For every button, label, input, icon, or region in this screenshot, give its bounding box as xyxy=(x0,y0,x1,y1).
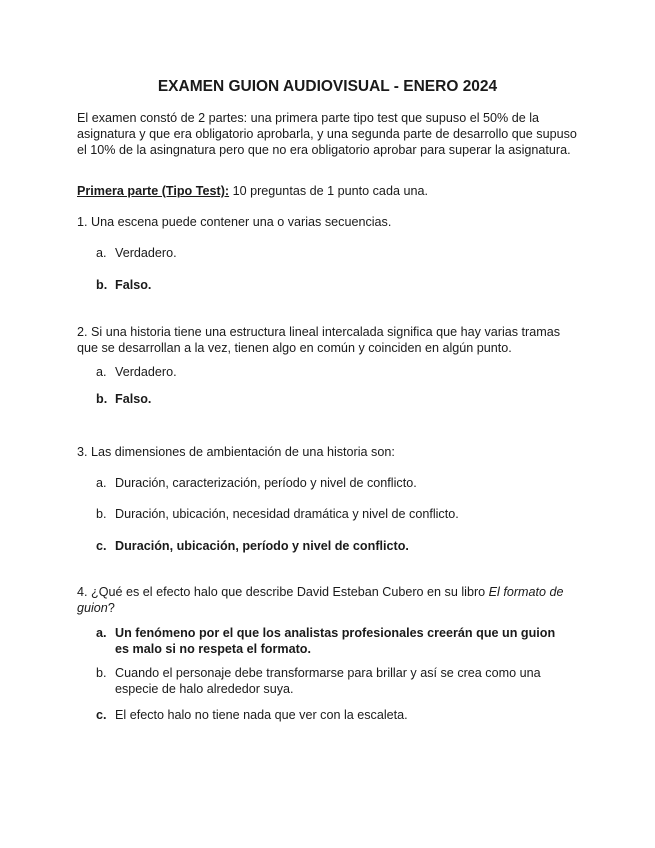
exam-title: EXAMEN GUION AUDIOVISUAL - ENERO 2024 xyxy=(157,78,498,95)
option-text: El efecto halo no tiene nada que ver con la escaleta. xyxy=(115,708,408,722)
option-letter: a. xyxy=(96,626,107,640)
part1-heading xyxy=(77,183,577,199)
question-3-option-c xyxy=(96,538,576,554)
question-3: 3. Las dimensiones de ambientación de una historia son: xyxy=(77,445,395,459)
option-text: Duración, ubicación, período y nivel de conflicto. xyxy=(115,539,409,553)
option-text: Verdadero. xyxy=(115,365,177,379)
question-2: 2. Si una historia tiene una estructura lineal intercalada significa que hay varias tramas que se desarrollan a la vez, tienen algo en común y coinciden en algún punto. xyxy=(77,325,561,355)
option-letter: a. xyxy=(96,365,107,379)
question-1-option-a xyxy=(96,245,576,261)
option-letter: c. xyxy=(96,708,107,722)
option-letter: b. xyxy=(96,392,108,406)
option-text: Cuando el personaje debe transformarse para brillar y así se crea como una especie de halo alrededor suya. xyxy=(115,666,541,696)
question-2-option-b xyxy=(96,391,576,407)
option-text: Duración, caracterización, período y nivel de conflicto. xyxy=(115,476,417,490)
question-2-option-a xyxy=(96,364,576,380)
question-1-option-b xyxy=(96,277,576,293)
option-letter: a. xyxy=(96,476,107,490)
option-text: Un fenómeno por el que los analistas profesionales creerán que un guion es malo si no respeta el formato. xyxy=(115,626,556,656)
option-letter: c. xyxy=(96,539,107,553)
question-4-option-c xyxy=(96,707,576,723)
option-text: Falso. xyxy=(115,278,152,292)
question-3-option-a xyxy=(96,475,576,491)
option-letter: a. xyxy=(96,246,107,260)
question-4-text-before: 4. ¿Qué es el efecto halo que describe David Esteban Cubero en su libro xyxy=(77,585,489,599)
part1-description: 10 preguntas de 1 punto cada una. xyxy=(229,184,428,198)
question-1: 1. Una escena puede contener una o varias secuencias. xyxy=(77,215,392,229)
question-4-text-after: ? xyxy=(107,601,115,615)
option-text: Falso. xyxy=(115,392,152,406)
intro-paragraph: El examen constó de 2 partes: una primera parte tipo test que supuso el 50% de la asignatura y que era obligatorio aprobarla, y una segunda parte de desarrollo que supuso el 10% de la asingnatura pero que no era obligatorio aprobar para superar la asignatura. xyxy=(77,111,577,157)
question-4-option-b xyxy=(96,665,576,697)
option-text: Duración, ubicación, necesidad dramática y nivel de conflicto. xyxy=(115,507,459,521)
question-3-option-b xyxy=(96,506,576,522)
question-4-option-a xyxy=(96,625,576,657)
book-title: El formato de guion xyxy=(77,585,564,615)
option-letter: b. xyxy=(96,666,107,680)
question-4 xyxy=(77,584,577,616)
option-letter: b. xyxy=(96,507,107,521)
option-letter: b. xyxy=(96,278,108,292)
option-text: Verdadero. xyxy=(115,246,177,260)
part1-label: Primera parte (Tipo Test): xyxy=(77,184,230,198)
